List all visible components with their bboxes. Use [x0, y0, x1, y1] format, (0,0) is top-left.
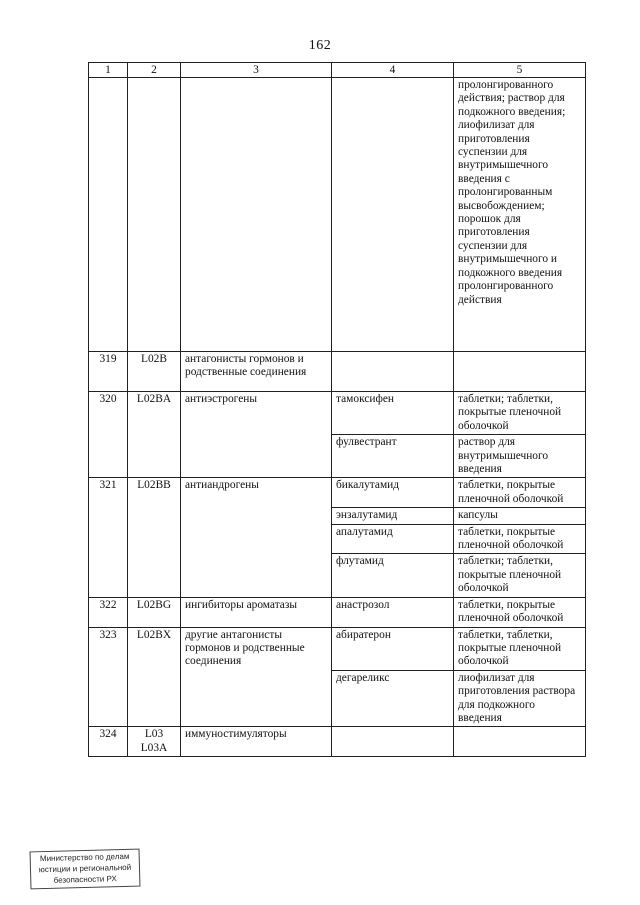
group-name-cell: антиэстрогены	[181, 392, 332, 478]
dosage-form-cell: пролонгированного действия; раствор для подкожного введения; лиофилизат для приготовления суспензии для внутримышечного введения с пролонгированным высвобождением; порошок для приготовления суспензии для внутримышечного и подкожного введения пролонгированного действия	[454, 78, 586, 352]
dosage-form-cell: таблетки, покрытые пленочной оболочкой	[454, 597, 586, 627]
drug-name-cell: анастрозол	[332, 597, 454, 627]
num-cell: 324	[89, 727, 128, 757]
group-name-cell: антиандрогены	[181, 478, 332, 597]
dosage-form-cell	[454, 727, 586, 757]
drug-name-cell: энзалутамид	[332, 508, 454, 524]
num-cell: 321	[89, 478, 128, 597]
num-cell: 320	[89, 392, 128, 478]
header-cell: 4	[332, 63, 454, 78]
code-cell	[128, 727, 181, 757]
header-cell: 3	[181, 63, 332, 78]
num-cell: 319	[89, 352, 128, 392]
drug-name-cell	[332, 352, 454, 392]
stamp-line: безопасности РХ	[53, 874, 117, 885]
num-cell: 323	[89, 627, 128, 727]
dosage-form-cell: таблетки; таблетки, покрытые пленочной оболочкой	[454, 392, 586, 435]
drug-name-cell: абиратерон	[332, 627, 454, 670]
table-row-319	[89, 352, 586, 392]
dosage-form-cell: раствор для внутримышечного введения	[454, 435, 586, 478]
drug-name-cell: бикалутамид	[332, 478, 454, 508]
code-cell: L02B	[128, 352, 181, 392]
code-cell: L02BA	[128, 392, 181, 478]
code-value: L03	[144, 728, 164, 741]
ministry-stamp	[30, 849, 141, 890]
table-row-324	[89, 727, 586, 757]
group-name-cell	[181, 78, 332, 352]
dosage-form-cell: лиофилизат для приготовления раствора для подкожного введения	[454, 670, 586, 727]
code-cell: L02BX	[128, 627, 181, 727]
stamp-line: юстиции и региональной	[38, 862, 132, 875]
dosage-form-cell: таблетки, таблетки, покрытые пленочной оболочкой	[454, 627, 586, 670]
dosage-form-cell: таблетки, покрытые пленочной оболочкой	[454, 478, 586, 508]
code-cell: L02BB	[128, 478, 181, 597]
code-cell: L02BG	[128, 597, 181, 627]
group-name-cell: другие антагонисты гормонов и родственные соединения	[181, 627, 332, 727]
dosage-form-cell	[454, 352, 586, 392]
drug-name-cell: фулвестрант	[332, 435, 454, 478]
drug-name-cell: дегареликс	[332, 670, 454, 727]
table-header-row	[89, 63, 586, 78]
num-cell: 322	[89, 597, 128, 627]
header-cell: 2	[128, 63, 181, 78]
drug-name-cell	[332, 78, 454, 352]
drug-name-cell: апалутамид	[332, 524, 454, 554]
header-cell: 5	[454, 63, 586, 78]
page-number: 162	[308, 38, 332, 53]
drug-name-cell	[332, 727, 454, 757]
table-row-323	[89, 627, 586, 670]
dosage-form-cell: капсулы	[454, 508, 586, 524]
table-row-321	[89, 478, 586, 508]
header-cell: 1	[89, 63, 128, 78]
table-row-continuation	[89, 78, 586, 352]
drug-name-cell: тамоксифен	[332, 392, 454, 435]
table-row-320	[89, 392, 586, 435]
table-row-322	[89, 597, 586, 627]
stamp-line: Министерство по делам	[39, 851, 130, 864]
group-name-cell: антагонисты гормонов и родственные соединения	[181, 352, 332, 392]
drug-list-table	[88, 62, 586, 757]
drug-name-cell: флутамид	[332, 554, 454, 597]
group-name-cell: иммуностимуляторы	[181, 727, 332, 757]
group-name-cell: ингибиторы ароматазы	[181, 597, 332, 627]
code-value-secondary: L03A	[140, 741, 168, 754]
code-cell	[128, 78, 181, 352]
dosage-form-cell: таблетки, покрытые пленочной оболочкой	[454, 524, 586, 554]
num-cell	[89, 78, 128, 352]
dosage-form-cell: таблетки; таблетки, покрытые пленочной оболочкой	[454, 554, 586, 597]
